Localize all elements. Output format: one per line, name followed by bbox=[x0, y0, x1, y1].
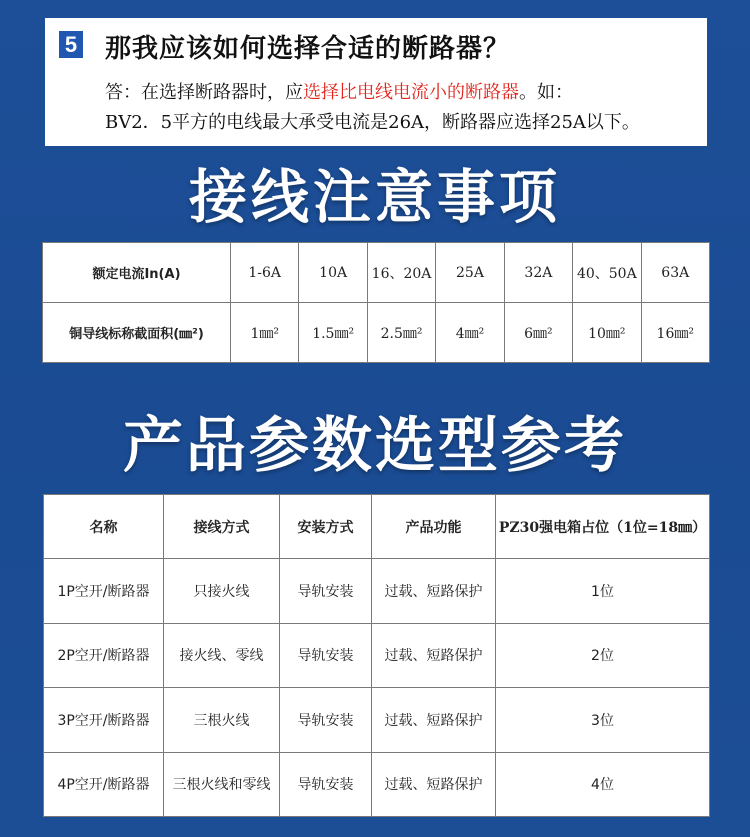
table-header-row bbox=[44, 495, 710, 559]
table-cell: 40、50A bbox=[573, 243, 641, 303]
table-cell: 63A bbox=[641, 243, 709, 303]
table-cell: 1.5㎜² bbox=[299, 303, 367, 363]
row-header: 铜导线标称截面积(㎜²) bbox=[43, 303, 231, 363]
table-row bbox=[44, 559, 710, 623]
table-cell: 导轨安装 bbox=[280, 688, 372, 752]
table-cell: 3位 bbox=[496, 688, 710, 752]
table-cell: 三根火线 bbox=[164, 688, 280, 752]
table-cell: 10㎜² bbox=[573, 303, 641, 363]
number-badge: 5 bbox=[59, 31, 83, 58]
question-title: 那我应该如何选择合适的断路器？ bbox=[105, 34, 511, 64]
table-cell: 16、20A bbox=[367, 243, 435, 303]
table-row bbox=[43, 243, 710, 303]
table-cell: 导轨安装 bbox=[280, 623, 372, 687]
section-title-selection: 产品参数选型参考 bbox=[123, 411, 627, 481]
table-cell: 16㎜² bbox=[641, 303, 709, 363]
answer-text bbox=[105, 78, 705, 138]
table-cell: 3P空开/断路器 bbox=[44, 688, 164, 752]
section-title-wiring: 接线注意事项 bbox=[188, 163, 561, 231]
table-cell: 2P空开/断路器 bbox=[44, 623, 164, 687]
column-header: PZ30强电箱占位（1位=18㎜） bbox=[496, 495, 710, 559]
answer-highlight: 选择比电线电流小的断路器 bbox=[303, 82, 519, 103]
table-row bbox=[44, 623, 710, 687]
column-header: 名称 bbox=[44, 495, 164, 559]
table-cell: 4㎜² bbox=[436, 303, 504, 363]
table-row bbox=[44, 688, 710, 752]
table-cell: 过载、短路保护 bbox=[372, 688, 496, 752]
table-cell: 接火线、零线 bbox=[164, 623, 280, 687]
table-cell: 导轨安装 bbox=[280, 752, 372, 816]
row-header: 额定电流In(A) bbox=[43, 243, 231, 303]
table-cell: 只接火线 bbox=[164, 559, 280, 623]
table-cell: 1位 bbox=[496, 559, 710, 623]
table-cell: 2位 bbox=[496, 623, 710, 687]
table-cell: 25A bbox=[436, 243, 504, 303]
answer-part1: 答：在选择断路器时，应 bbox=[105, 82, 303, 103]
table-cell: 过载、短路保护 bbox=[372, 559, 496, 623]
table-row bbox=[43, 303, 710, 363]
table-cell: 1㎜² bbox=[231, 303, 299, 363]
table-cell: 三根火线和零线 bbox=[164, 752, 280, 816]
table-cell: 1P空开/断路器 bbox=[44, 559, 164, 623]
product-selection-table bbox=[43, 494, 710, 817]
table-cell: 4P空开/断路器 bbox=[44, 752, 164, 816]
column-header: 接线方式 bbox=[164, 495, 280, 559]
column-header: 产品功能 bbox=[372, 495, 496, 559]
table-cell: 10A bbox=[299, 243, 367, 303]
answer-line2: BV2．5平方的电线最大承受电流是26A，断路器应选择25A以下。 bbox=[105, 112, 640, 133]
table-cell: 导轨安装 bbox=[280, 559, 372, 623]
column-header: 安装方式 bbox=[280, 495, 372, 559]
current-wire-table bbox=[42, 242, 710, 363]
table-cell: 2.5㎜² bbox=[367, 303, 435, 363]
table-row bbox=[44, 752, 710, 816]
table-cell: 4位 bbox=[496, 752, 710, 816]
answer-part2: 。如： bbox=[519, 82, 573, 103]
qa-panel bbox=[45, 18, 707, 146]
table-cell: 1-6A bbox=[231, 243, 299, 303]
table-cell: 过载、短路保护 bbox=[372, 752, 496, 816]
table-cell: 6㎜² bbox=[504, 303, 572, 363]
table-cell: 32A bbox=[504, 243, 572, 303]
table-cell: 过载、短路保护 bbox=[372, 623, 496, 687]
